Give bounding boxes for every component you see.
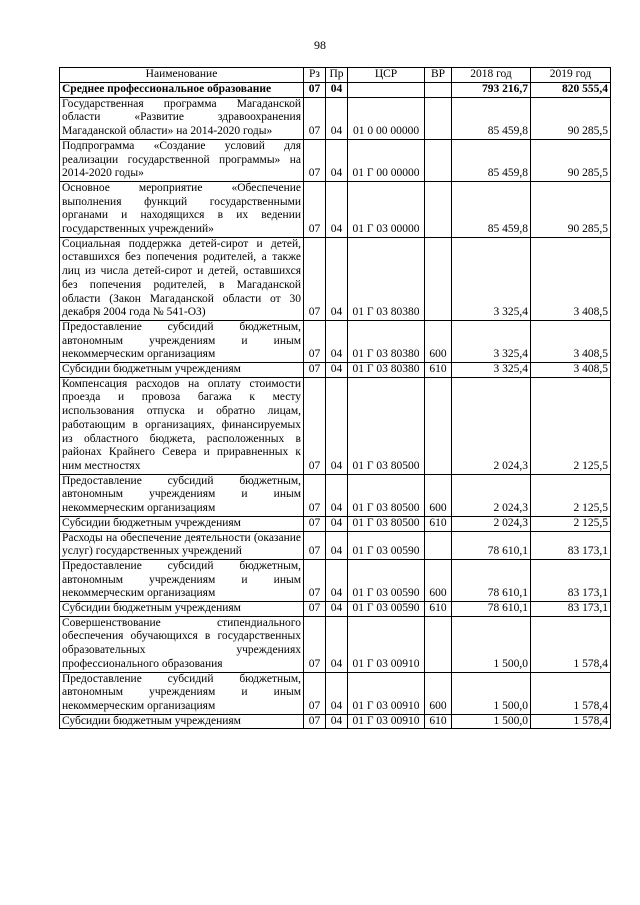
- cell-pr: 04: [326, 516, 348, 531]
- cell-2019: 90 285,5: [531, 181, 611, 237]
- cell-csr: 01 Г 00 00000: [348, 139, 425, 181]
- cell-2018: 78 610,1: [452, 531, 531, 559]
- cell-name: Расходы на обеспечение деятельности (оказание услуг) государственных учреждений: [60, 531, 304, 559]
- header-pr: Пр: [326, 68, 348, 83]
- cell-pr: 04: [326, 559, 348, 601]
- cell-vr: [425, 616, 452, 672]
- cell-2019: 2 125,5: [531, 474, 611, 516]
- cell-name: Субсидии бюджетным учреждениям: [60, 363, 304, 378]
- cell-2018: 2 024,3: [452, 516, 531, 531]
- cell-name: Среднее профессиональное образование: [60, 83, 304, 98]
- cell-rz: 07: [304, 672, 326, 714]
- cell-csr: 01 Г 03 80500: [348, 377, 425, 474]
- cell-vr: [425, 377, 452, 474]
- cell-vr: 610: [425, 363, 452, 378]
- cell-2018: 85 459,8: [452, 97, 531, 139]
- cell-name: Основное мероприятие «Обеспечение выполнения функций государственными органами и находящихся в их ведении государственных учреждений»: [60, 181, 304, 237]
- cell-csr: 01 Г 03 00000: [348, 181, 425, 237]
- cell-csr: 01 Г 03 80500: [348, 474, 425, 516]
- header-csr: ЦСР: [348, 68, 425, 83]
- cell-2019: 3 408,5: [531, 320, 611, 362]
- cell-pr: 04: [326, 714, 348, 729]
- cell-vr: [425, 139, 452, 181]
- cell-rz: 07: [304, 602, 326, 617]
- table-row: [60, 237, 611, 320]
- cell-2019: 90 285,5: [531, 139, 611, 181]
- table-header-row: [60, 68, 611, 83]
- cell-2018: 85 459,8: [452, 181, 531, 237]
- cell-2018: 3 325,4: [452, 320, 531, 362]
- table-row: [60, 531, 611, 559]
- table-row: [60, 559, 611, 601]
- cell-vr: [425, 97, 452, 139]
- cell-2018: 85 459,8: [452, 139, 531, 181]
- cell-2019: 1 578,4: [531, 714, 611, 729]
- budget-table: [59, 67, 611, 729]
- table-row: [60, 83, 611, 98]
- cell-2018: 1 500,0: [452, 672, 531, 714]
- cell-pr: 04: [326, 531, 348, 559]
- header-2018: 2018 год: [452, 68, 531, 83]
- cell-pr: 04: [326, 237, 348, 320]
- table-body: [60, 83, 611, 729]
- cell-2018: 2 024,3: [452, 474, 531, 516]
- table-row: [60, 602, 611, 617]
- cell-csr: 01 Г 03 00590: [348, 559, 425, 601]
- cell-csr: 01 Г 03 80380: [348, 363, 425, 378]
- cell-rz: 07: [304, 139, 326, 181]
- table-row: [60, 516, 611, 531]
- cell-csr: 01 Г 03 00910: [348, 714, 425, 729]
- cell-rz: 07: [304, 97, 326, 139]
- table-row: [60, 320, 611, 362]
- cell-pr: 04: [326, 377, 348, 474]
- cell-name: Подпрограмма «Создание условий для реализации государственной программы» на 2014-2020 годы»: [60, 139, 304, 181]
- cell-name: Субсидии бюджетным учреждениям: [60, 602, 304, 617]
- cell-vr: 600: [425, 474, 452, 516]
- table-row: [60, 474, 611, 516]
- header-name: Наименование: [60, 68, 304, 83]
- cell-name: Компенсация расходов на оплату стоимости проезда и провоза багажа к месту использования отпуска и обратно лицам, работающим в организациях, финансируемых из областного бюджета, расположенных в районах Крайнего Севера и приравненных к ним местностях: [60, 377, 304, 474]
- table-row: [60, 139, 611, 181]
- cell-2018: 3 325,4: [452, 237, 531, 320]
- page-number: 98: [314, 38, 326, 52]
- cell-name: Предоставление субсидий бюджетным, автономным учреждениям и иным некоммерческим организациям: [60, 672, 304, 714]
- cell-csr: 01 Г 03 00590: [348, 531, 425, 559]
- cell-vr: [425, 181, 452, 237]
- table-row: [60, 363, 611, 378]
- cell-pr: 04: [326, 320, 348, 362]
- table-row: [60, 672, 611, 714]
- cell-name: Субсидии бюджетным учреждениям: [60, 714, 304, 729]
- table-row: [60, 181, 611, 237]
- cell-pr: 04: [326, 83, 348, 98]
- cell-rz: 07: [304, 714, 326, 729]
- cell-name: Предоставление субсидий бюджетным, автономным учреждениям и иным некоммерческим организациям: [60, 320, 304, 362]
- cell-csr: 01 Г 03 00590: [348, 602, 425, 617]
- cell-2019: 90 285,5: [531, 97, 611, 139]
- cell-pr: 04: [326, 672, 348, 714]
- table-row: [60, 714, 611, 729]
- cell-name: Субсидии бюджетным учреждениям: [60, 516, 304, 531]
- cell-name: Предоставление субсидий бюджетным, автономным учреждениям и иным некоммерческим организациям: [60, 559, 304, 601]
- cell-rz: 07: [304, 474, 326, 516]
- cell-pr: 04: [326, 363, 348, 378]
- cell-rz: 07: [304, 363, 326, 378]
- cell-name: Социальная поддержка детей-сирот и детей, оставшихся без попечения родителей, а также лиц из числа детей-сирот и детей, оставшихся без попечения родителей, в Магаданской области (Закон Магаданской области от 30 декабря 2004 года № 541-ОЗ): [60, 237, 304, 320]
- cell-2019: 1 578,4: [531, 616, 611, 672]
- cell-csr: 01 Г 03 00910: [348, 672, 425, 714]
- cell-2018: 793 216,7: [452, 83, 531, 98]
- table-row: [60, 377, 611, 474]
- cell-vr: 600: [425, 320, 452, 362]
- table-row: [60, 616, 611, 672]
- table-row: [60, 97, 611, 139]
- cell-vr: 610: [425, 602, 452, 617]
- cell-2019: 1 578,4: [531, 672, 611, 714]
- cell-2019: 820 555,4: [531, 83, 611, 98]
- cell-name: Государственная программа Магаданской области «Развитие здравоохранения Магаданской области» на 2014-2020 годы»: [60, 97, 304, 139]
- cell-vr: 610: [425, 714, 452, 729]
- cell-pr: 04: [326, 616, 348, 672]
- cell-rz: 07: [304, 616, 326, 672]
- cell-vr: 610: [425, 516, 452, 531]
- cell-vr: [425, 531, 452, 559]
- cell-csr: [348, 83, 425, 98]
- cell-rz: 07: [304, 377, 326, 474]
- cell-rz: 07: [304, 559, 326, 601]
- header-2019: 2019 год: [531, 68, 611, 83]
- cell-2019: 83 173,1: [531, 559, 611, 601]
- cell-csr: 01 0 00 00000: [348, 97, 425, 139]
- cell-2019: 2 125,5: [531, 516, 611, 531]
- cell-pr: 04: [326, 474, 348, 516]
- cell-name: Предоставление субсидий бюджетным, автономным учреждениям и иным некоммерческим организациям: [60, 474, 304, 516]
- cell-2018: 2 024,3: [452, 377, 531, 474]
- cell-vr: 600: [425, 672, 452, 714]
- cell-pr: 04: [326, 139, 348, 181]
- cell-2019: 2 125,5: [531, 377, 611, 474]
- cell-rz: 07: [304, 320, 326, 362]
- cell-2019: 83 173,1: [531, 602, 611, 617]
- cell-rz: 07: [304, 181, 326, 237]
- header-rz: Рз: [304, 68, 326, 83]
- cell-2018: 1 500,0: [452, 714, 531, 729]
- cell-2018: 1 500,0: [452, 616, 531, 672]
- cell-rz: 07: [304, 83, 326, 98]
- cell-csr: 01 Г 03 00910: [348, 616, 425, 672]
- cell-rz: 07: [304, 516, 326, 531]
- cell-pr: 04: [326, 97, 348, 139]
- cell-rz: 07: [304, 237, 326, 320]
- header-vr: ВР: [425, 68, 452, 83]
- cell-name: Совершенствование стипендиального обеспечения обучающихся в государственных образовательных учреждениях профессионального образования: [60, 616, 304, 672]
- cell-csr: 01 Г 03 80380: [348, 320, 425, 362]
- cell-2018: 78 610,1: [452, 559, 531, 601]
- cell-2018: 3 325,4: [452, 363, 531, 378]
- cell-pr: 04: [326, 602, 348, 617]
- cell-2019: 3 408,5: [531, 363, 611, 378]
- cell-vr: [425, 237, 452, 320]
- cell-2019: 3 408,5: [531, 237, 611, 320]
- cell-csr: 01 Г 03 80500: [348, 516, 425, 531]
- cell-vr: [425, 83, 452, 98]
- cell-rz: 07: [304, 531, 326, 559]
- cell-pr: 04: [326, 181, 348, 237]
- cell-2019: 83 173,1: [531, 531, 611, 559]
- cell-vr: 600: [425, 559, 452, 601]
- cell-2018: 78 610,1: [452, 602, 531, 617]
- cell-csr: 01 Г 03 80380: [348, 237, 425, 320]
